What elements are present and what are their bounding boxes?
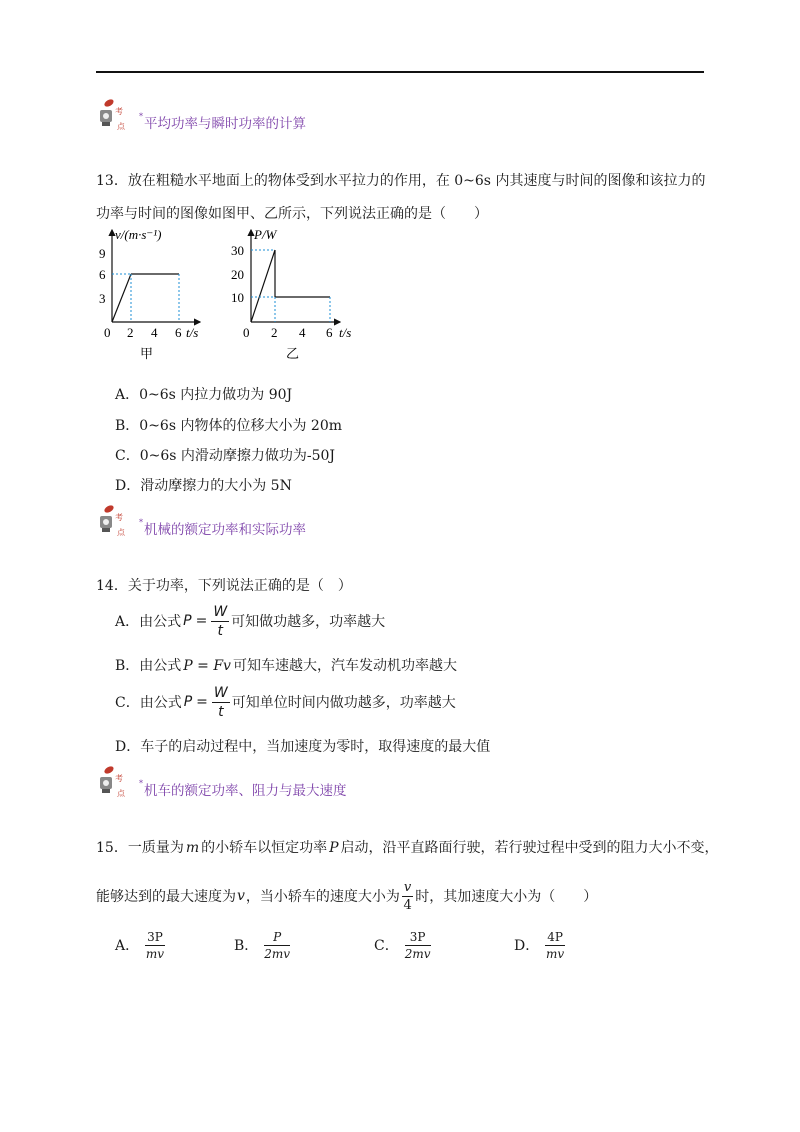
q14-a-den: t [217, 622, 223, 639]
q14-a-fraction [211, 605, 229, 638]
icon-char-dian: 点 [117, 528, 125, 537]
q14-option-d[interactable]: D．车子的启动过程中，当加速度为零时，取得速度的最大值 [115, 739, 491, 755]
graph-a-y-label: v/(m·s⁻¹) [115, 227, 162, 242]
graph-b-caption: 乙 [286, 346, 300, 361]
q15-d-num: 4P [547, 929, 563, 944]
q14-option-b[interactable] [115, 655, 457, 675]
graph-b-y-label: P/W [254, 227, 277, 242]
q14-a-suffix: 可知做功越多，功率越大 [231, 614, 386, 630]
graph-a-x-label: t/s [186, 325, 199, 340]
q15-a-label: A． [115, 938, 140, 954]
graph-b-x-tick-6: 6 [326, 325, 333, 340]
q14-c-num: W [213, 684, 228, 701]
q14-c-prefix: C．由公式 [115, 695, 182, 711]
q15-c-fraction [405, 931, 431, 960]
q15-line1-a: 15．一质量为 [96, 840, 184, 856]
graph-a-x-tick-4: 4 [151, 325, 158, 340]
q14-c-suffix: 可知单位时间内做功越多，功率越大 [231, 695, 456, 711]
graph-b-y-tick-20: 20 [231, 267, 244, 282]
graph-b-x-tick-4: 4 [299, 325, 306, 340]
q15-frac-num: v [403, 879, 412, 895]
q15-option-a[interactable] [115, 927, 165, 963]
knowledge-point-icon [96, 763, 136, 803]
graph-a-y-tick-3: 3 [99, 291, 106, 306]
tag-star: * [139, 112, 143, 121]
graph-a-x-tick-2: 2 [127, 325, 134, 340]
q15-line-2 [96, 876, 597, 916]
q13-option-b[interactable]: B．0~6s 内物体的位移大小为 20m [115, 418, 343, 434]
graph-a-x-tick-6: 6 [175, 325, 182, 340]
q15-var-v: v [237, 888, 245, 904]
tag-text: 机械的额定功率和实际功率 [144, 522, 306, 538]
icon-char-dian: 点 [117, 789, 125, 798]
q15-line1-c: 启动，沿平直路面行驶，若行驶过程中受到的阻力大小不变， [340, 840, 719, 856]
q15-option-d[interactable] [514, 927, 565, 963]
q15-option-b[interactable] [234, 927, 290, 963]
q15-var-m: m [185, 840, 200, 856]
q14-b-formula: P = Fv [183, 658, 231, 674]
q14-a-num: W [213, 603, 228, 620]
q15-option-c[interactable] [374, 927, 431, 963]
graph-a-x-tick-0: 0 [104, 325, 111, 340]
graph-a-caption: 甲 [140, 346, 154, 361]
q14-option-a[interactable] [115, 603, 385, 639]
q15-line2-c: 时，其加速度大小为（ ） [415, 889, 598, 905]
q14-stem: 14．关于功率，下列说法正确的是（ ） [96, 578, 352, 594]
knowledge-point-icon [96, 96, 136, 136]
q15-c-label: C． [374, 938, 399, 954]
q13-option-d[interactable]: D．滑动摩擦力的大小为 5N [115, 478, 292, 494]
q14-a-lhs: P [183, 613, 192, 629]
graph-b-line-ramp [251, 250, 275, 322]
q15-a-den: mv [145, 946, 165, 961]
q13-line-1: 13．放在粗糙水平地面上的物体受到水平拉力的作用，在 0~6s 内其速度与时间的图像和该拉力的 [96, 173, 706, 189]
q15-line2-a: 能够达到的最大速度为 [96, 889, 236, 905]
q15-frac-den: 4 [403, 897, 412, 913]
graph-a-y-tick-6: 6 [99, 267, 106, 282]
q15-c-den: 2mv [404, 946, 431, 961]
icon-char-kao: 考 [115, 107, 123, 116]
q15-line-1 [96, 837, 719, 857]
q15-d-den: mv [546, 946, 565, 961]
q14-option-c[interactable] [115, 684, 456, 720]
q14-c-lhs: P [183, 694, 193, 710]
q13-line-2: 功率与时间的图像如图甲、乙所示，下列说法正确的是（ ） [96, 206, 488, 222]
q15-b-fraction [264, 931, 290, 960]
graph-a-velocity-time [96, 226, 216, 362]
q15-line1-b: 的小轿车以恒定功率 [201, 840, 328, 856]
graph-b-y-tick-30: 30 [231, 243, 244, 258]
graph-b-x-tick-0: 0 [243, 325, 250, 340]
icon-char-dian: 点 [117, 122, 125, 131]
q15-a-fraction [145, 931, 165, 960]
q13-option-c[interactable]: C．0~6s 内滑动摩擦力做功为-50J [115, 448, 336, 464]
q13-option-a[interactable]: A．0~6s 内拉力做功为 90J [115, 387, 293, 403]
graph-a-y-tick-9: 9 [99, 246, 106, 261]
q14-b-prefix: B．由公式 [115, 658, 182, 674]
q14-c-eq: = [196, 694, 208, 710]
tag-text: 机车的额定功率、阻力与最大速度 [144, 783, 347, 799]
q15-v-over-4 [402, 881, 413, 912]
graph-b-y-tick-10: 10 [231, 290, 244, 305]
q15-d-label: D． [514, 938, 540, 954]
tag-text: 平均功率与瞬时功率的计算 [144, 116, 306, 132]
q14-a-prefix: A．由公式 [115, 614, 182, 630]
q14-c-den: t [218, 703, 224, 720]
knowledge-point-icon [96, 502, 136, 542]
graph-a-line-accel [112, 274, 131, 322]
q15-c-num: 3P [405, 931, 431, 946]
tag-star: * [139, 518, 143, 527]
graph-b-power-time [228, 226, 368, 362]
q15-var-p: P [329, 840, 339, 856]
q14-a-eq: = [195, 613, 208, 629]
q15-b-den: 2mv [264, 946, 291, 961]
graph-b-x-label: t/s [339, 325, 352, 340]
q15-b-num: P [264, 931, 290, 946]
graph-b-x-tick-2: 2 [271, 325, 278, 340]
q15-a-num: 3P [147, 929, 163, 944]
header-rule [96, 71, 704, 73]
icon-char-kao: 考 [115, 774, 123, 783]
q14-b-suffix: 可知车速越大，汽车发动机功率越大 [232, 658, 457, 674]
q15-d-fraction [545, 931, 565, 960]
tag-star: * [139, 779, 143, 788]
icon-char-kao: 考 [115, 513, 123, 522]
q14-c-fraction [212, 686, 230, 719]
q15-b-label: B． [234, 938, 259, 954]
q15-line2-b: ，当小轿车的速度大小为 [245, 889, 400, 905]
